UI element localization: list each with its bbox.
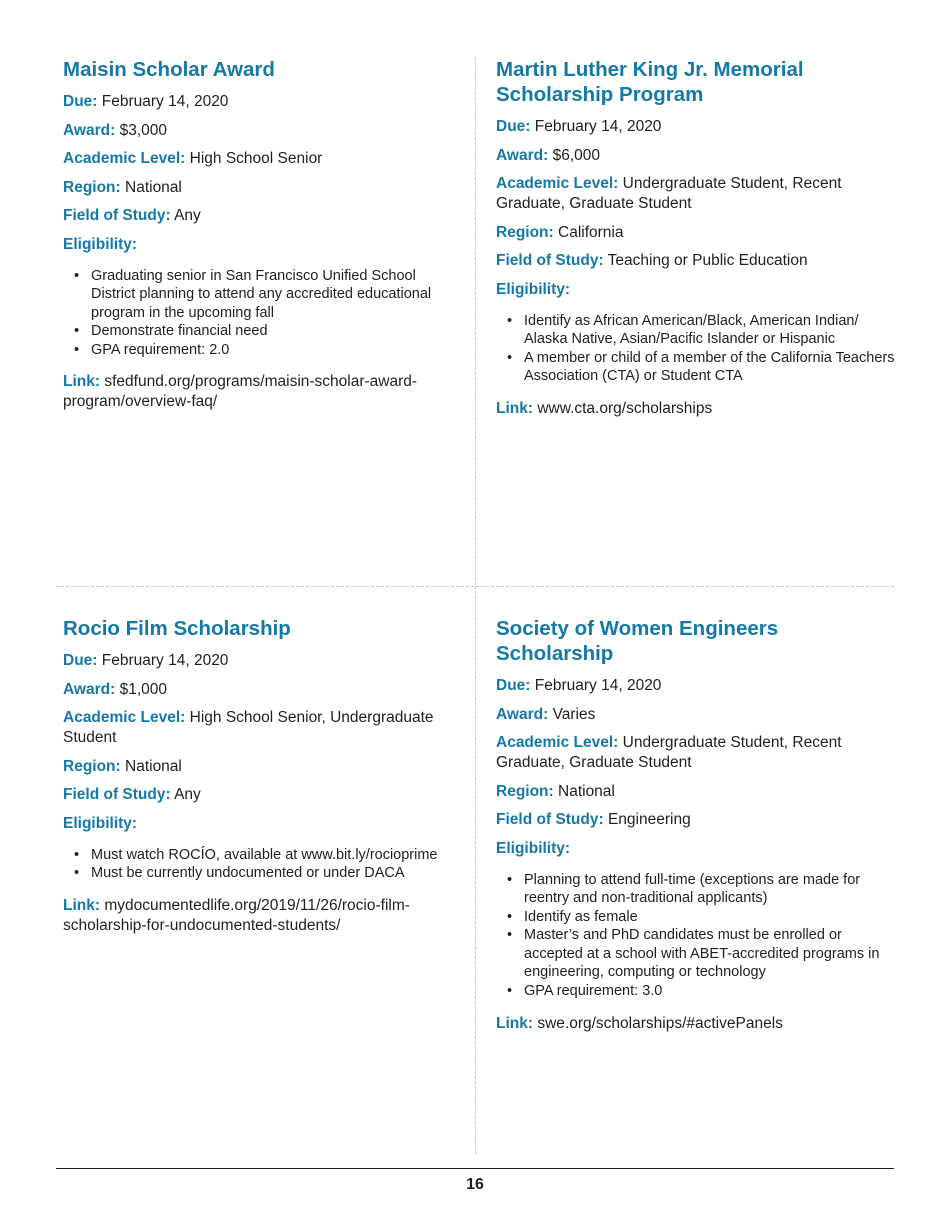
region-field [496,223,896,243]
vertical-divider [475,57,476,1154]
due-field [496,676,896,696]
link-field [63,896,463,936]
region-value: National [558,782,615,800]
scholarship-title: Martin Luther King Jr. Memorial Scholarship Program [496,58,804,106]
scholarship-title: Maisin Scholar Award [63,58,275,81]
academic-level-value: Undergraduate Student, Recent Graduate, Graduate Student [496,175,842,212]
due-value: February 14, 2020 [101,93,229,110]
field-of-study-field [496,251,896,271]
link-url[interactable]: swe.org/scholarships/#activePanels [537,1014,783,1032]
scholarship-card-swe [496,616,896,1042]
scholarship-title: Rocio Film Scholarship [63,617,291,640]
link-label: Link: [63,373,101,391]
scholarship-card-maisin [63,57,463,421]
award-label: Award: [496,705,549,723]
link-field [63,372,463,412]
page-number: 16 [466,1176,484,1193]
award-value: Varies [552,705,596,723]
region-field [496,782,896,802]
due-field [63,92,463,112]
award-field [63,680,463,700]
eligibility-item: • Identify as African American/Black, American Indian/ Alaska Native, Asian/Pacific Islander or Hispanic [524,312,896,349]
due-label: Due: [63,652,98,669]
academic-level-field [496,733,896,773]
footer-rule [56,1168,894,1169]
region-field [63,757,463,777]
eligibility-heading: Eligibility: [63,235,138,253]
due-field [63,651,463,671]
region-value: National [125,178,182,196]
award-field [496,146,896,166]
due-label: Due: [496,677,531,694]
link-label: Link: [496,399,534,417]
field-of-study-label: Field of Study: [63,207,171,224]
academic-level-label: Academic Level: [63,709,186,726]
due-label: Due: [63,93,98,110]
scholarship-title: Society of Women Engineers Scholarship [496,617,779,665]
academic-level-label: Academic Level: [63,150,186,167]
field-of-study-field [496,810,896,830]
link-field [496,1014,896,1034]
award-label: Award: [63,121,116,139]
link-label: Link: [496,1014,534,1032]
eligibility-item: • Planning to attend full-time (exceptions are made for reentry and non-traditional applicants) [524,871,896,908]
region-label: Region: [63,757,121,775]
field-of-study-label: Field of Study: [496,252,604,269]
field-of-study-value: Any [174,786,201,803]
academic-level-label: Academic Level: [496,175,619,192]
eligibility-item: • A member or child of a member of the California Teachers Association (CTA) or Student CTA [524,349,896,386]
region-label: Region: [496,782,554,800]
eligibility-heading: Eligibility: [496,280,571,298]
due-value: February 14, 2020 [534,677,662,694]
due-field [496,117,896,137]
link-label: Link: [63,896,101,914]
academic-level-value: Undergraduate Student, Recent Graduate, Graduate Student [496,734,842,771]
eligibility-item: • Must watch ROCÍO, available at www.bit.ly/rocioprime [91,846,463,865]
eligibility-list [496,871,896,1001]
award-value: $6,000 [552,146,600,164]
eligibility-list [496,312,896,386]
region-label: Region: [496,223,554,241]
eligibility-heading: Eligibility: [496,839,571,857]
eligibility-item: • Demonstrate financial need [91,322,463,341]
eligibility-item: • GPA requirement: 2.0 [91,341,463,360]
award-field [496,705,896,725]
field-of-study-label: Field of Study: [496,811,604,828]
link-url[interactable]: sfedfund.org/programs/maisin-scholar-award-program/overview-faq/ [63,373,418,411]
award-value: $3,000 [119,121,167,139]
field-of-study-field [63,785,463,805]
field-of-study-field [63,206,463,226]
award-value: $1,000 [119,680,167,698]
link-url[interactable]: mydocumentedlife.org/2019/11/26/rocio-film-scholarship-for-undocumented-students/ [63,896,410,934]
region-label: Region: [63,178,121,196]
due-value: February 14, 2020 [101,652,229,669]
due-value: February 14, 2020 [534,118,662,135]
region-field [63,178,463,198]
region-value: National [125,757,182,775]
region-value: California [558,223,624,241]
award-field [63,121,463,141]
eligibility-list [63,846,463,883]
eligibility-item: • Must be currently undocumented or under DACA [91,864,463,883]
eligibility-item: • Graduating senior in San Francisco Unified School District planning to attend any accredited educational program in the upcoming fall [91,267,463,323]
due-label: Due: [496,118,531,135]
award-label: Award: [496,146,549,164]
academic-level-field [496,174,896,214]
academic-level-field [63,149,463,169]
horizontal-divider [56,586,894,587]
eligibility-item: • GPA requirement: 3.0 [524,982,896,1001]
academic-level-label: Academic Level: [496,734,619,751]
academic-level-value: High School Senior, Undergraduate Student [63,709,434,746]
eligibility-heading: Eligibility: [63,814,138,832]
eligibility-list [63,267,463,360]
academic-level-field [63,708,463,748]
award-label: Award: [63,680,116,698]
scholarship-card-mlk [496,57,896,427]
link-url[interactable]: www.cta.org/scholarships [537,399,713,417]
academic-level-value: High School Senior [189,150,323,167]
eligibility-item: • Master’s and PhD candidates must be enrolled or accepted at a school with ABET-accredited programs in engineering, computing or technology [524,926,896,982]
field-of-study-value: Teaching or Public Education [607,252,808,269]
field-of-study-value: Engineering [607,811,691,828]
scholarship-card-rocio [63,616,463,944]
field-of-study-value: Any [174,207,201,224]
link-field [496,399,896,419]
eligibility-item: • Identify as female [524,908,896,927]
field-of-study-label: Field of Study: [63,786,171,803]
